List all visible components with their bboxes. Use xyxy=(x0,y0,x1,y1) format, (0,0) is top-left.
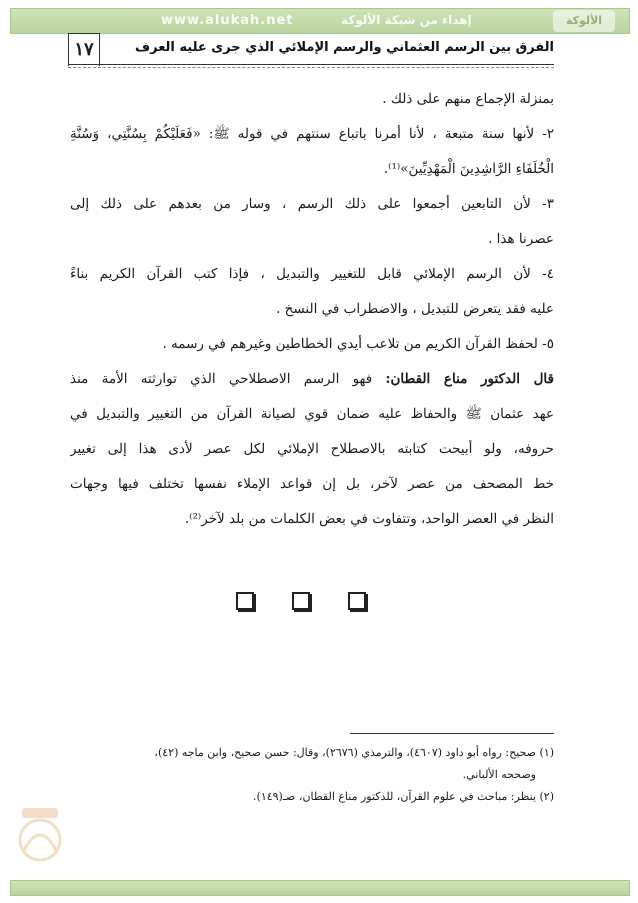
bottom-banner xyxy=(10,880,630,896)
body-text xyxy=(70,82,554,537)
text-line: عصرنا هذا . xyxy=(488,231,554,247)
watermark-logo-icon xyxy=(14,800,66,872)
text-line: خط المصحف من عصر لآخر، بل إن قواعد الإملاء نفسها تختلف فيها وجهات xyxy=(70,476,554,492)
footnote-line: (١) صحيح: رواه أبو داود (٤٦٠٧)، والترمذي (٢٦٧٦)، وقال: حسن صحيح، وابن ماجه (٤٢)، xyxy=(154,746,554,759)
footnote-line: (٢) ينظر: مباحث في علوم القرآن، للدكتور مناع القطان، صـ(١٤٩). xyxy=(253,790,554,803)
text-line: ٢- لأنها سنة متبعة ، لأنا أمرنا باتباع سنتهم في قوله ﷺ: «فَعَلَيْكُمْ بِسُنَّتِي، وَسُنَّةِ xyxy=(70,126,554,142)
gift-text: إهداء من شبكة الألوكة xyxy=(341,13,472,27)
footnotes xyxy=(70,742,554,808)
text-line: عهد عثمان ﷺ والحفاظ عليه ضمان قوي لصيانة القرآن من التغيير والتبديل في xyxy=(70,406,554,422)
section-separator xyxy=(236,592,366,614)
quote-lead: قال الدكتور مناع القطان: xyxy=(385,371,554,387)
square-ornament-icon xyxy=(236,592,254,610)
header-divider-dashed xyxy=(68,67,554,68)
text-line: عليه فقد يتعرض للتبديل ، والاضطراب في النسخ . xyxy=(276,301,554,317)
text-line: ٤- لأن الرسم الإملائي قابل للتغيير والتبديل ، فإذا كتب القرآن الكريم بناءً xyxy=(70,266,554,282)
quote-first-line xyxy=(70,362,554,397)
site-url: www.alukah.net xyxy=(161,13,294,28)
text-line: ٣- لأن التابعين أجمعوا على ذلك الرسم ، وسار من بعدهم على ذلك إلى xyxy=(70,196,554,212)
footnote-line: وصححه الألباني. xyxy=(462,768,536,781)
text-line: النظر في العصر الواحد، وتتفاوت في بعض الكلمات من بلد لآخر⁽²⁾. xyxy=(184,511,554,527)
text-line: بمنزلة الإجماع منهم على ذلك . xyxy=(382,91,554,107)
footnote-divider xyxy=(350,733,554,734)
top-banner xyxy=(10,8,630,34)
quote-first-text: فهو الرسم الاصطلاحي الذي توارثته الأمة منذ xyxy=(70,371,386,387)
text-line: حروفه، ولو أبيحت كتابته بالاصطلاح الإملائي لكل عصر لأدى هذا إلى تغيير xyxy=(70,441,554,457)
page-number: ١٧ xyxy=(68,33,100,66)
square-ornament-icon xyxy=(292,592,310,610)
running-header-title: الفرق بين الرسم العثماني والرسم الإملائي الذي جرى عليه العرف xyxy=(135,40,554,55)
square-ornament-icon xyxy=(348,592,366,610)
alukah-logo: الألوكة xyxy=(553,10,615,32)
header-divider xyxy=(68,64,554,65)
text-line: ٥- لحفظ القرآن الكريم من تلاعب أيدي الخطاطين وغيرهم في رسمه . xyxy=(162,336,554,352)
text-line: الْخُلَفَاءِ الرَّاشِدِينَ الْمَهْدِيِّينَ»⁽¹⁾. xyxy=(383,161,554,177)
